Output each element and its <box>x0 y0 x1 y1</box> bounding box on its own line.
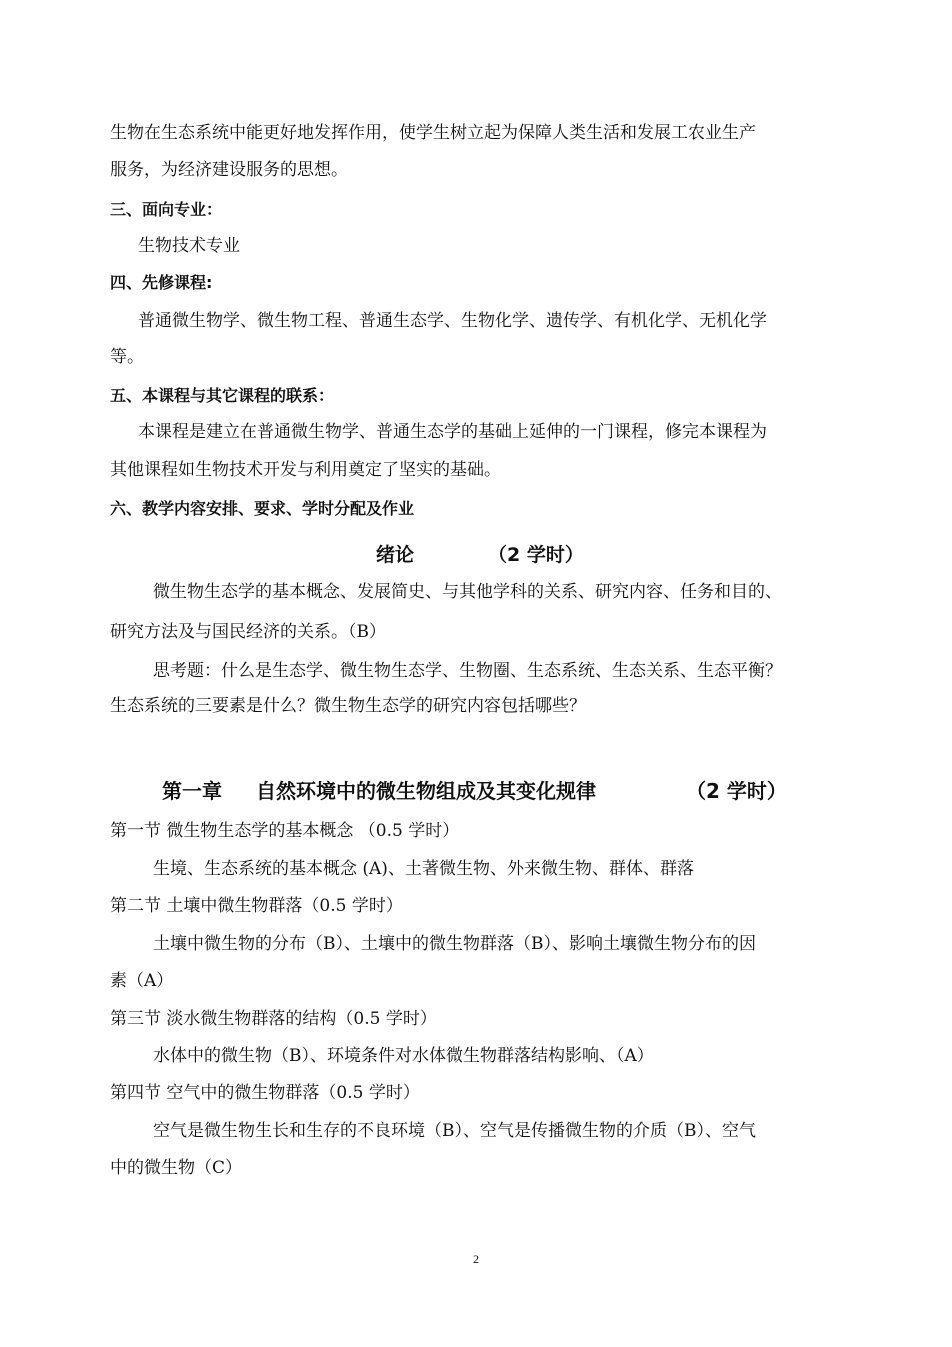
section-2-line-2: 素（A） <box>110 971 174 991</box>
section-5-line-1: 本课程是建立在普通微生物学、普通生态学的基础上延伸的一门课程，修完本课程为 <box>138 422 767 442</box>
section-2-heading: 第二节 土壤中微生物群落（0.5 学时） <box>110 896 403 916</box>
section-1-body: 生境、生态系统的基本概念 (A)、土著微生物、外来微生物、群体、群落 <box>153 859 694 879</box>
intro-chapter-title: 绪论 <box>376 544 415 566</box>
document-page <box>110 0 850 1347</box>
section-1-heading: 第一节 微生物生态学的基本概念 （0.5 学时） <box>110 821 460 841</box>
section-4-1-line-2: 中的微生物（C） <box>110 1158 243 1178</box>
section-4-heading: 四、先修课程: <box>110 273 213 292</box>
intro-line-1: 生物在生态系统中能更好地发挥作用，使学生树立起为保障人类生活和发展工农业生产 <box>110 123 756 143</box>
section-4-1-line-1: 空气是微生物生长和生存的不良环境（B）、空气是传播微生物的介质（B）、空气 <box>153 1121 756 1141</box>
intro-line-2: 服务，为经济建设服务的思想。 <box>110 160 348 180</box>
section-6-heading: 六、教学内容安排、要求、学时分配及作业 <box>110 499 415 518</box>
page-number: 2 <box>473 1252 479 1266</box>
section-3-heading: 三、面向专业： <box>110 200 223 219</box>
intro-chapter-line-2: 研究方法及与国民经济的关系。（B） <box>110 622 386 642</box>
intro-chapter-line-1: 微生物生态学的基本概念、发展简史、与其他学科的关系、研究内容、任务和目的、 <box>153 582 782 602</box>
section-3-1-body: 水体中的微生物（B）、环境条件对水体微生物群落结构影响、（A） <box>153 1046 654 1066</box>
section-4-1-heading: 第四节 空气中的微生物群落（0.5 学时） <box>110 1083 420 1103</box>
section-3-1-heading: 第三节 淡水微生物群落的结构（0.5 学时） <box>110 1009 437 1029</box>
chapter-1-label: 第一章 <box>162 779 222 803</box>
chapter-1-hours: （2 学时） <box>686 779 787 803</box>
section-4-line-2: 等。 <box>110 347 144 367</box>
section-5-heading: 五、本课程与其它课程的联系： <box>110 386 335 405</box>
question-line-2: 生态系统的三要素是什么？微生物生态学的研究内容包括哪些？ <box>110 696 586 716</box>
section-2-line-1: 土壤中微生物的分布（B）、土壤中的微生物群落（B）、影响土壤微生物分布的因 <box>153 934 756 954</box>
intro-chapter-hours: （2 学时） <box>488 544 584 566</box>
section-4-line-1: 普通微生物学、微生物工程、普通生态学、生物化学、遗传学、有机化学、无机化学 <box>138 311 767 331</box>
question-line-1: 思考题：什么是生态学、微生物生态学、生物圈、生态系统、生态关系、生态平衡？ <box>153 661 782 681</box>
chapter-1-title: 自然环境中的微生物组成及其变化规律 <box>256 779 596 803</box>
section-5-line-2: 其他课程如生物技术开发与利用奠定了坚实的基础。 <box>110 460 501 480</box>
section-3-body: 生物技术专业 <box>138 236 240 256</box>
